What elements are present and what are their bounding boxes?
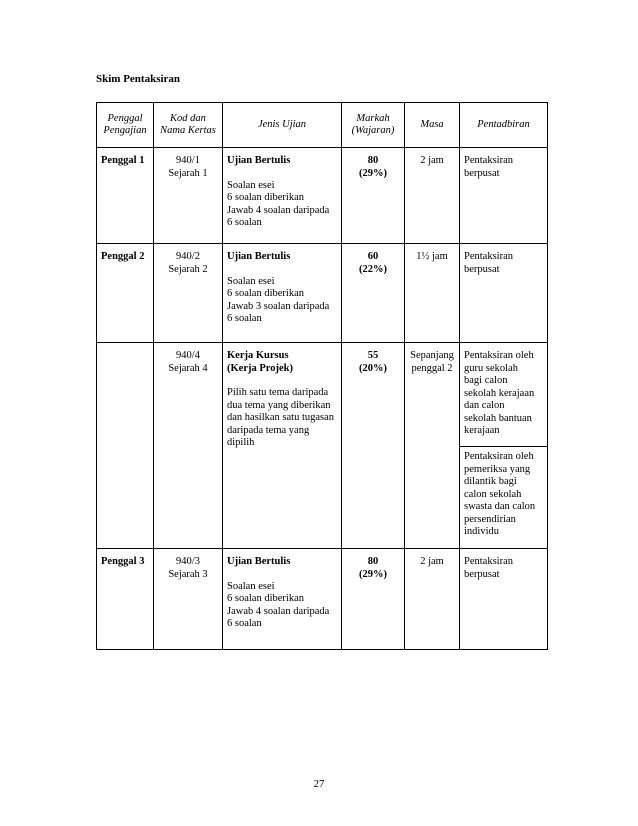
- exam-detail: Soalan esei: [227, 275, 275, 287]
- weight-value: (20%): [359, 362, 387, 374]
- time-value: 2 jam: [420, 155, 444, 166]
- header-marks: Markah (Wajaran): [342, 103, 405, 148]
- weight-value: (22%): [359, 263, 387, 275]
- paper-code: 940/4: [176, 350, 200, 361]
- exam-title: Ujian Bertulis: [227, 556, 291, 567]
- paper-code: 940/2: [176, 251, 200, 262]
- exam-title: Ujian Bertulis: [227, 155, 291, 166]
- exam-detail: 6 soalan diberikan: [227, 288, 304, 299]
- paper-name: Sejarah 1: [168, 167, 208, 179]
- assessment-scheme-table: [96, 102, 548, 650]
- time-value: 1½ jam: [416, 251, 448, 262]
- paper-name: Sejarah 4: [168, 362, 208, 374]
- header-exam-type: Jenis Ujian: [223, 103, 342, 148]
- header-administration: Pentadbiran: [460, 103, 548, 148]
- weight-value: (29%): [359, 167, 387, 179]
- page-number: 27: [313, 778, 325, 790]
- table-row: [97, 343, 548, 549]
- paper-name: Sejarah 3: [168, 568, 208, 580]
- paper-name: Sejarah 2: [168, 263, 208, 275]
- term-label: Penggal 2: [101, 251, 145, 262]
- time-value: 2 jam: [420, 556, 444, 567]
- term-label: Penggal 3: [101, 556, 145, 567]
- term-label: [97, 343, 153, 350]
- exam-detail: daripada tema yang: [227, 424, 310, 436]
- exam-detail: dipilih: [227, 437, 255, 448]
- exam-detail: 6 soalan diberikan: [227, 593, 304, 604]
- exam-detail: 6 soalan: [227, 217, 262, 228]
- exam-detail: Soalan esei: [227, 580, 275, 592]
- table-row: [97, 549, 548, 650]
- time-value: penggal 2: [411, 362, 453, 374]
- exam-detail: Jawab 3 soalan daripada: [227, 300, 330, 312]
- exam-detail: dan hasilkan satu tugasan: [227, 412, 335, 423]
- marks-value: 60: [367, 251, 379, 262]
- table-header-row: [97, 103, 548, 148]
- exam-detail: 6 soalan: [227, 618, 262, 629]
- header-term: Penggal Pengajian: [97, 103, 154, 148]
- table-row: [97, 148, 548, 244]
- term-label: Penggal 1: [101, 155, 145, 166]
- exam-detail: Jawab 4 soalan daripada: [227, 605, 330, 617]
- admin-text: Pentaksiran: [464, 251, 513, 262]
- exam-detail: 6 soalan diberikan: [227, 192, 304, 203]
- exam-title: Ujian Bertulis: [227, 251, 291, 262]
- admin-text: berpusat: [464, 263, 500, 275]
- marks-value: 55: [367, 350, 379, 361]
- weight-value: (29%): [359, 568, 387, 580]
- header-time: Masa: [405, 103, 460, 148]
- paper-code: 940/3: [176, 556, 200, 567]
- marks-value: 80: [367, 556, 379, 567]
- exam-detail: dua tema yang diberikan: [227, 399, 331, 411]
- time-value: Sepanjang: [410, 350, 454, 361]
- admin-text: Pentaksiran: [464, 155, 513, 166]
- header-code: Kod dan Nama Kertas: [154, 103, 223, 148]
- exam-title: (Kerja Projek): [227, 362, 293, 374]
- exam-detail: Pilih satu tema daripada: [227, 387, 329, 398]
- paper-code: 940/1: [176, 155, 200, 166]
- admin-block-teacher: Pentaksiran oleh guru sekolah bagi calon sekolah kerajaan dan calon sekolah bantuan kerajaan: [464, 350, 535, 436]
- marks-value: 80: [367, 155, 379, 166]
- table-row: [97, 244, 548, 343]
- admin-text: Pentaksiran: [464, 556, 513, 567]
- admin-block-examiner: Pentaksiran oleh pemeriksa yang dilantik bagi calon sekolah swasta dan calon persendirian individu: [464, 451, 536, 537]
- exam-detail: Soalan esei: [227, 179, 275, 191]
- admin-text: berpusat: [464, 568, 500, 580]
- exam-detail: Jawab 4 soalan daripada: [227, 204, 330, 216]
- exam-title: Kerja Kursus: [227, 350, 289, 361]
- admin-text: berpusat: [464, 167, 500, 179]
- section-heading: Skim Pentaksiran: [96, 73, 181, 85]
- exam-detail: 6 soalan: [227, 313, 262, 324]
